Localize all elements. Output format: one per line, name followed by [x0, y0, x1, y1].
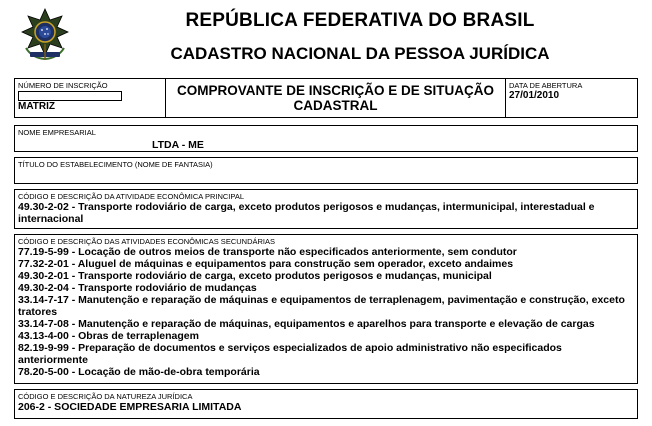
list-item: 43.13-4-00 - Obras de terraplenagem [18, 330, 199, 342]
header-row [14, 78, 638, 118]
list-item: 82.19-9-99 - Preparação de documentos e serviços especializados de apoio administrativo não especificados anteriormente [18, 342, 562, 366]
tipo-estabelecimento: MATRIZ [18, 101, 56, 112]
list-item: 77.32-2-01 - Aluguel de máquinas e equipamentos para construção sem operador, exceto andaimes [18, 258, 514, 270]
natureza-juridica-label: CÓDIGO E DESCRIÇÃO DA NATUREZA JURÍDICA [18, 392, 193, 401]
nome-empresarial-value: LTDA - ME [152, 139, 204, 151]
data-abertura-value: 27/01/2010 [509, 90, 560, 101]
list-item: 78.20-5-00 - Locação de mão-de-obra temporária [18, 366, 260, 378]
page-title: REPÚBLICA FEDERATIVA DO BRASIL [185, 10, 535, 31]
nome-fantasia-box [14, 157, 638, 184]
numero-inscricao-label: NÚMERO DE INSCRIÇÃO [18, 81, 108, 90]
page-subtitle: CADASTRO NACIONAL DA PESSOA JURÍDICA [170, 44, 550, 63]
atividade-principal-box [14, 189, 638, 229]
nome-empresarial-label: NOME EMPRESARIAL [18, 128, 96, 137]
data-abertura-cell [506, 79, 636, 117]
data-abertura-label: DATA DE ABERTURA [509, 81, 583, 90]
natureza-juridica-value: 206-2 - SOCIEDADE EMPRESARIA LIMITADA [18, 401, 242, 413]
list-item: 77.19-5-99 - Locação de outros meios de transporte não especificados anteriormente, sem condutor [18, 246, 517, 258]
document-title-cell [166, 79, 506, 117]
document-title: COMPROVANTE DE INSCRIÇÃO E DE SITUAÇÃO CADASTRAL [176, 83, 495, 113]
atividade-principal-value: 49.30-2-02 - Transporte rodoviário de carga, exceto produtos perigosos e mudanças, intermunicipal, interestadual e internacional [18, 201, 595, 225]
atividades-secundarias-box [14, 234, 638, 384]
nome-fantasia-label: TÍTULO DO ESTABELECIMENTO (NOME DE FANTASIA) [18, 160, 213, 169]
list-item: 49.30-2-01 - Transporte rodoviário de carga, exceto produtos perigosos e mudanças, municipal [18, 270, 492, 282]
atividade-principal-label: CÓDIGO E DESCRIÇÃO DA ATIVIDADE ECONÔMICA PRINCIPAL [18, 192, 245, 201]
numero-inscricao-cell [15, 79, 166, 117]
list-item: 49.30-2-04 - Transporte rodoviário de mudanças [18, 282, 257, 294]
atividades-secundarias-list [18, 246, 634, 378]
natureza-juridica-box [14, 389, 638, 419]
atividades-secundarias-label: CÓDIGO E DESCRIÇÃO DAS ATIVIDADES ECONÔMICAS SECUNDÁRIAS [18, 237, 275, 246]
numero-inscricao-value [18, 91, 122, 101]
list-item: 33.14-7-08 - Manutenção e reparação de máquinas, equipamentos e aparelhos para transporte e elevação de cargas [18, 318, 595, 330]
nome-empresarial-box [14, 125, 638, 152]
brazil-coat-of-arms-icon [20, 8, 70, 62]
list-item: 33.14-7-17 - Manutenção e reparação de máquinas e equipamentos de terraplenagem, pavimentação e construção, exceto tratores [18, 294, 625, 318]
